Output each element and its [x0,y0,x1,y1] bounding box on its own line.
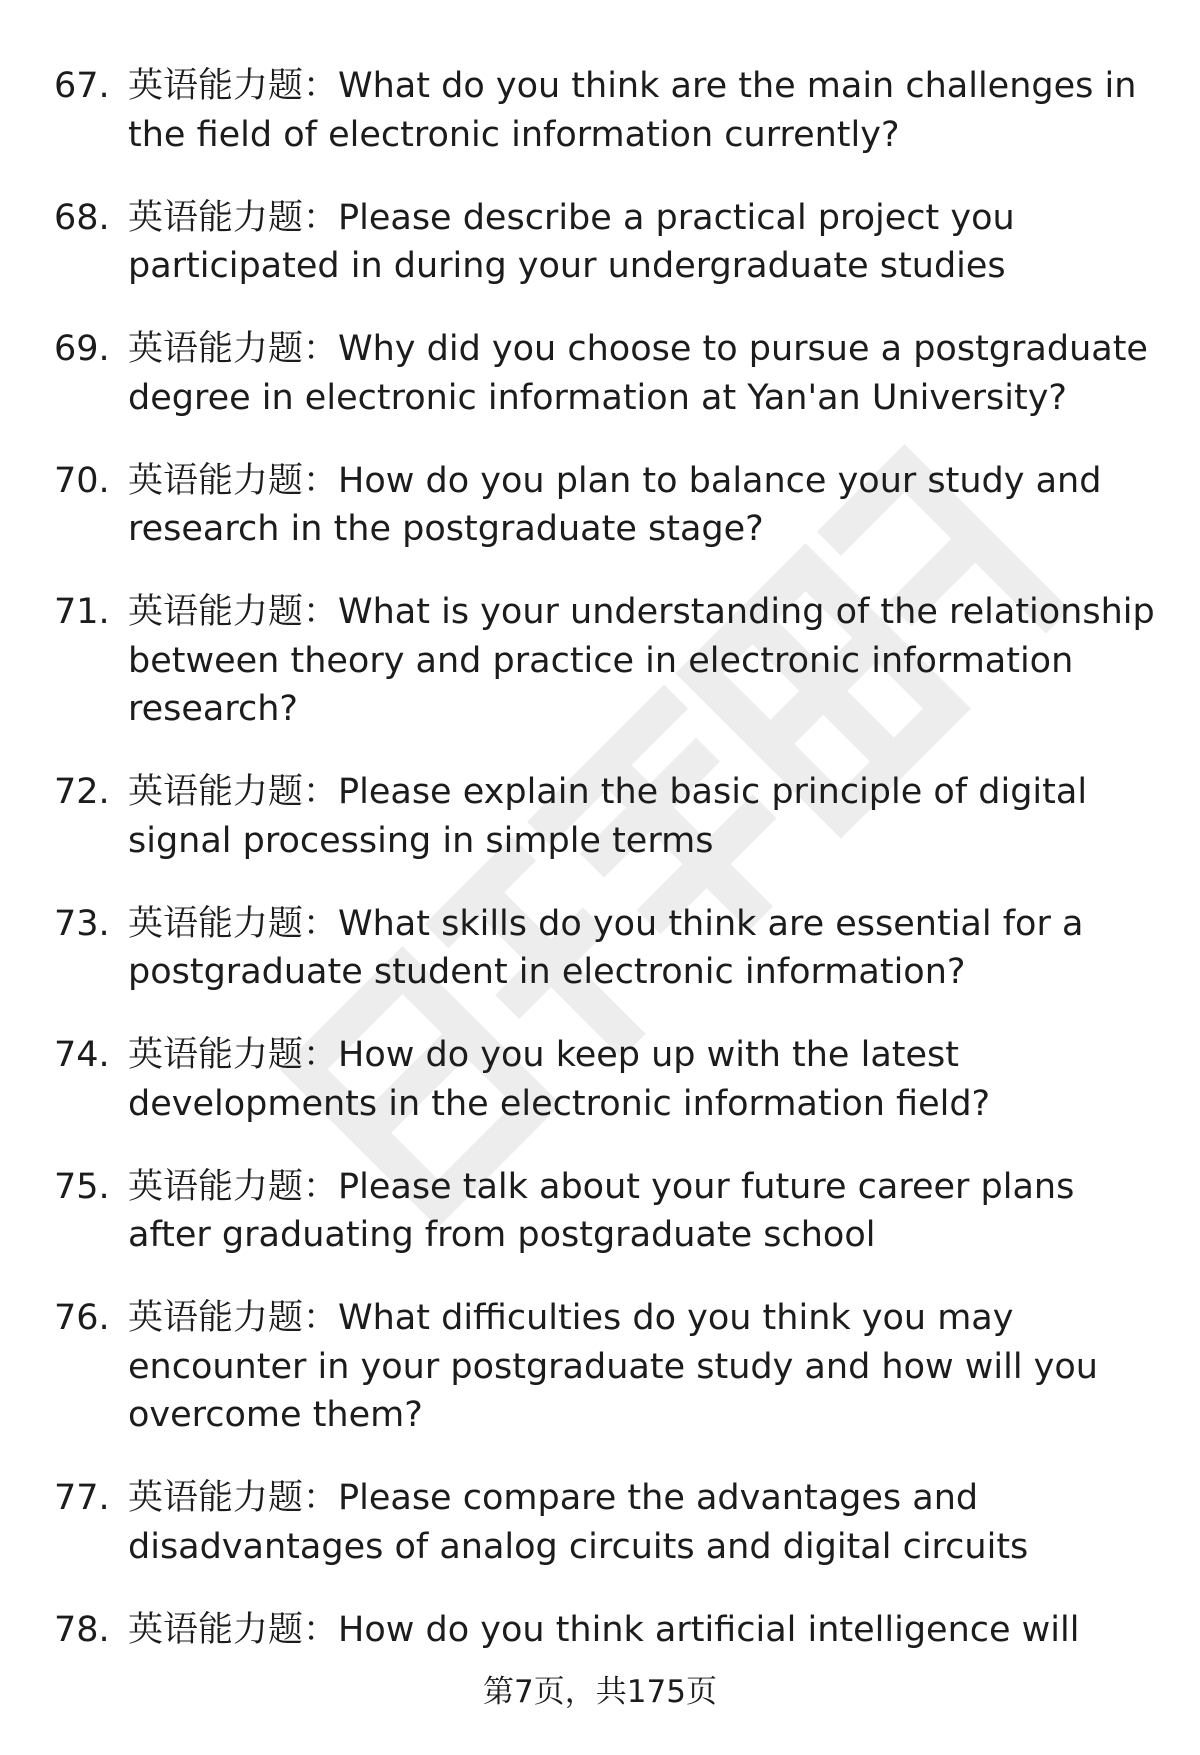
question-text: Please explain the basic principle of digital signal processing in simple terms [128,772,1088,861]
question-category: 英语能力题： [128,1166,339,1207]
question-category: 英语能力题： [128,460,339,501]
question-item [54,62,1164,159]
question-body [128,1031,1164,1128]
question-item [54,900,1164,997]
question-number: 78. [54,1609,110,1650]
question-body [128,1474,1164,1571]
page-footer: 第7页，共175页 [483,1674,717,1710]
question-category: 英语能力题： [128,1609,339,1650]
question-text: Please talk about your future career plans after graduating from postgraduate school [128,1166,1075,1255]
question-item [54,1474,1164,1571]
question-item [54,1031,1164,1128]
question-number: 77. [54,1478,110,1518]
question-category: 英语能力题： [128,772,339,812]
question-item [54,325,1164,422]
question-category: 英语能力题： [128,1298,339,1338]
question-category: 英语能力题： [128,329,339,369]
question-category: 英语能力题： [128,1035,339,1075]
question-text: How do you plan to balance your study and research in the postgraduate stage? [128,460,1102,549]
question-body [128,1606,1164,1655]
question-body [128,768,1164,865]
question-number: 76. [54,1298,110,1338]
question-text: Please describe a practical project you participated in during your undergraduate studies [128,197,1015,286]
question-text: What skills do you think are essential for a postgraduate student in electronic information? [128,903,1084,992]
question-category: 英语能力题： [128,903,339,944]
question-text: How do you keep up with the latest developments in the electronic information field? [128,1035,991,1124]
question-number: 67. [54,66,110,106]
question-number: 75. [54,1166,110,1207]
question-item [54,768,1164,865]
question-number: 69. [54,329,110,369]
question-body [128,325,1164,422]
question-item [54,1606,1164,1655]
question-item [54,457,1164,554]
question-body [128,194,1164,291]
question-body [128,588,1164,734]
question-category: 英语能力题： [128,66,339,106]
question-text: Why did you choose to pursue a postgraduate degree in electronic information at Yan'an University? [128,329,1148,418]
question-number: 71. [54,592,110,632]
question-number: 74. [54,1035,110,1075]
question-number: 68. [54,197,110,238]
question-text: How do you think artificial intelligence will [338,1609,1080,1650]
question-item [54,194,1164,291]
question-number: 70. [54,460,110,501]
question-category: 英语能力题： [128,592,339,632]
question-list [54,62,1164,1689]
question-text: What difficulties do you think you may encounter in your postgraduate study and how will you overcome them? [128,1298,1098,1435]
question-text: What is your understanding of the relationship between theory and practice in electronic information research? [128,592,1155,729]
question-body [128,1163,1164,1260]
question-number: 72. [54,772,110,812]
question-body [128,62,1164,159]
question-item [54,588,1164,734]
question-body [128,457,1164,554]
question-item [54,1294,1164,1440]
question-category: 英语能力题： [128,1478,339,1518]
question-text: What do you think are the main challenges in the field of electronic information currently? [128,66,1137,155]
question-text: Please compare the advantages and disadvantages of analog circuits and digital circuits [128,1478,1029,1567]
question-category: 英语能力题： [128,197,339,238]
question-item [54,1163,1164,1260]
question-number: 73. [54,903,110,944]
question-body [128,900,1164,997]
question-body [128,1294,1164,1440]
